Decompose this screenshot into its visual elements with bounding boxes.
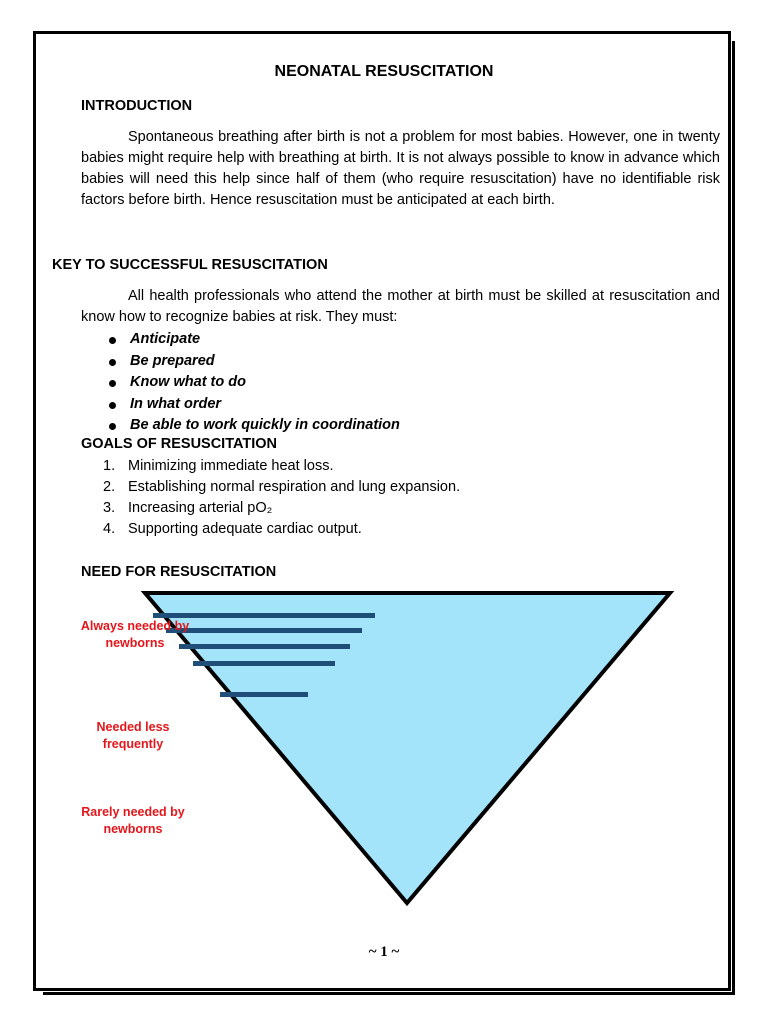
bullet-item: Be able to work quickly in coordination: [108, 415, 400, 437]
bullet-item: Anticipate: [108, 329, 400, 351]
goal-text: Supporting adequate cardiac output.: [128, 521, 362, 537]
need-bar: [193, 661, 335, 666]
page-title: NEONATAL RESUSCITATION: [274, 63, 494, 80]
need-bar: [166, 628, 362, 633]
need-heading: NEED FOR RESUSCITATION: [81, 564, 277, 580]
bullet-item: Be prepared: [108, 351, 400, 373]
introduction-heading: INTRODUCTION: [81, 98, 193, 114]
inverted-triangle: [145, 593, 670, 903]
page-number: ~ 1 ~: [368, 944, 400, 960]
goals-heading: GOALS OF RESUSCITATION: [81, 436, 278, 452]
bullet-item: Know what to do: [108, 372, 400, 394]
goal-number: 2.: [103, 479, 116, 495]
goal-text: Establishing normal respiration and lung expansion.: [128, 479, 461, 495]
need-bar: [179, 644, 350, 649]
key-heading: KEY TO SUCCESSFUL RESUSCITATION: [52, 257, 328, 273]
bullet-item: In what order: [108, 394, 400, 416]
goal-text: Increasing arterial pO₂: [128, 500, 273, 516]
label-needed-less: Needed less frequently: [96, 720, 170, 751]
key-paragraph: All health professionals who attend the mother at birth must be skilled at resuscitation and know how to recognize babies at risk. They must:: [81, 288, 720, 325]
introduction-paragraph: Spontaneous breathing after birth is not a problem for most babies. However, one in twenty babies might require help with breathing at birth. It is not always possible to know in advance which babies will need this help since half of them (who require resuscitation) have no identifiable risk factors before birth. Hence resuscitation must be anticipated at each birth.: [81, 129, 720, 208]
label-always-needed: Always needed by newborns: [80, 619, 190, 650]
goal-number: 1.: [103, 458, 116, 474]
label-rarely-needed: Rarely needed by newborns: [81, 805, 185, 836]
goal-number: 4.: [103, 521, 116, 537]
goal-number: 3.: [103, 500, 116, 516]
need-bar: [220, 692, 308, 697]
goal-text: Minimizing immediate heat loss.: [128, 458, 334, 474]
